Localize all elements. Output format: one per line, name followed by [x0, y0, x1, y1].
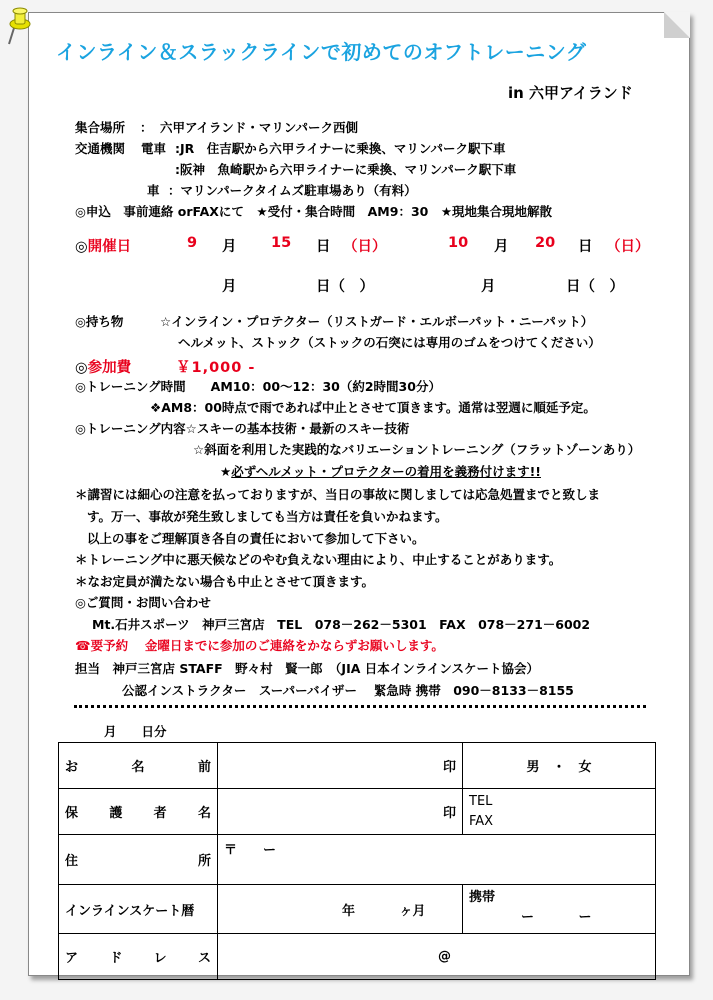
staff-line: 担当 神戸三宮店 STAFF 野々村 賢一郎 （JIA 日本インラインスケート協会） — [75, 661, 539, 676]
meeting-place: 六甲アイランド・マリンパーク西側 — [160, 120, 359, 135]
rain-notice: ❖AM8：00時点で雨であれば中止とさせて頂きます。通常は翌週に順延予定。 — [150, 400, 596, 415]
gender-options: 男 ・ 女 — [526, 760, 592, 775]
dates-row — [75, 235, 131, 256]
history-field[interactable] — [218, 885, 463, 934]
name-field[interactable] — [218, 743, 463, 789]
apply-info: ◎申込 事前連絡 orFAXにて ★受付・集合時間 AM9：30 ★現地集合現地解散 — [75, 204, 553, 219]
guardian-field[interactable] — [218, 789, 463, 835]
date1-weekday: （日） — [343, 239, 387, 255]
tel-label: TEL — [469, 793, 493, 809]
page-fold-corner — [664, 12, 690, 38]
helmet-warning — [220, 464, 541, 480]
email-label: ア ド レ ス — [65, 951, 211, 966]
email-field[interactable] — [218, 934, 656, 980]
cut-line-divider — [74, 705, 646, 708]
note-2: ＊トレーニング中に悪天候などのやむ負えない理由により、中止することがあります。 — [75, 552, 562, 567]
dates-mark: ◎ — [75, 239, 88, 255]
email-at-sign: @ — [438, 949, 451, 964]
reservation-notice: ☎要予約 金曜日までに参加のご連絡をかならずお願いします。 — [75, 638, 444, 653]
date2-month-unit: 月 — [494, 239, 509, 255]
date1-day: 15 — [271, 235, 292, 251]
form-row-guardian — [59, 789, 656, 835]
postal-mark: 〒 ー — [224, 843, 277, 858]
date1-day-unit: 日 — [316, 239, 331, 255]
guardian-label: 保 護 者 名 — [65, 806, 211, 821]
flyer-title: インライン＆スラックラインで初めてのオフトレーニング — [56, 40, 587, 64]
transport-jr: :JR 住吉駅から六甲ライナーに乗換、マリンパーク駅下車 — [175, 141, 506, 156]
history-months: ヶ月 — [399, 903, 426, 919]
mobile-field[interactable] — [463, 885, 656, 934]
warning-star-icon: ★ — [220, 464, 232, 479]
transport-train-label: 電車 — [141, 141, 167, 156]
items-label: ◎持ち物 — [75, 314, 124, 329]
form-row-name — [59, 743, 656, 789]
name-label-cell — [59, 743, 218, 789]
application-form — [58, 742, 656, 980]
name-seal: 印 — [442, 760, 456, 775]
form-row-address — [59, 835, 656, 885]
name-label: お 名 前 — [65, 760, 211, 775]
fax-label: FAX — [469, 813, 494, 829]
mobile-dash-2: ー — [578, 910, 592, 925]
mobile-label: 携帯 — [469, 890, 496, 905]
note-3: ＊なお定員が満たない場合も中止とさせて頂きます。 — [75, 574, 375, 589]
date2-day-unit: 日 — [578, 239, 593, 255]
email-label-cell — [59, 934, 218, 980]
dates-label: 開催日 — [87, 239, 132, 255]
form-row-email — [59, 934, 656, 980]
note-1a: ＊講習には細心の注意を払っておりますが、当日の事故に関しましては応急処置までと致しま — [75, 487, 601, 502]
venue-subtitle: in 六甲アイランド — [508, 84, 633, 102]
form-row-history — [59, 885, 656, 934]
mobile-dash-1: ー — [521, 910, 535, 925]
transport-hanshin: :阪神 魚崎駅から六甲ライナーに乗換、マリンパーク駅下車 — [175, 162, 517, 177]
contact-label: ◎ご質問・お問い合わせ — [75, 595, 211, 610]
helmet-warning-text: 必ずヘルメット・プロテクターの着用を義務付けます!! — [231, 464, 541, 479]
address-label-cell — [59, 835, 218, 885]
meeting-sep: ： — [140, 120, 153, 135]
items-line2: ヘルメット、ストック（ストックの石突には専用のゴムをつけてください） — [178, 335, 601, 350]
date4-month-unit: 月 — [481, 279, 496, 295]
date4-day-unit: 日（ ） — [566, 279, 624, 295]
gender-field[interactable] — [463, 743, 656, 789]
guardian-seal: 印 — [442, 806, 456, 821]
transport-car: ：マリンパークタイムズ駐車場あり（有料） — [168, 183, 417, 198]
date2-month: 10 — [448, 235, 469, 251]
date2-weekday: （日） — [606, 239, 650, 255]
history-years: 年 — [342, 903, 356, 919]
training-time: ◎トレーニング時間 AM10：00～12：30（約2時間30分） — [75, 379, 441, 394]
transport-car-label: 車 — [147, 183, 160, 198]
mobile-dashes — [469, 908, 649, 928]
content-line2: ☆斜面を利用した実践的なバリエーショントレーニング（フラットゾーンあり） — [193, 442, 641, 457]
fee-label: 参加費 — [87, 360, 132, 376]
contact-shop: Mt.石井スポーツ 神戸三宮店 TEL 078－262－5301 FAX 078－271－6002 — [92, 617, 591, 632]
note-1b: す。万一、事故が発生致しましても当方は責任を負いかねます。 — [87, 509, 448, 524]
guardian-label-cell — [59, 789, 218, 835]
history-label: インラインスケート暦 — [59, 885, 218, 934]
instructor-line: 公認インストラクター スーパーバイザー 緊急時 携帯 090－8133－8155 — [122, 683, 574, 698]
date1-month-unit: 月 — [222, 239, 237, 255]
fee-mark: ◎ — [75, 360, 88, 376]
pushpin-icon — [6, 6, 32, 46]
date1-month: 9 — [187, 235, 198, 251]
date3-day-unit: 日（ ） — [316, 279, 374, 295]
transport-label: 交通機関 — [75, 141, 126, 156]
fee-row — [75, 356, 131, 377]
note-1c: 以上の事をご理解頂き各自の責任において参加して下さい。 — [87, 531, 425, 546]
meeting-label: 集合場所 — [75, 120, 126, 135]
content-line1: ◎トレーニング内容☆スキーの基本技術・最新のスキー技術 — [75, 421, 410, 436]
date2-day: 20 — [535, 235, 556, 251]
address-field[interactable] — [218, 835, 656, 885]
date3-month-unit: 月 — [222, 279, 237, 295]
address-label: 住 所 — [65, 854, 211, 869]
form-date-label: 月 日分 — [104, 724, 167, 739]
items-line1: ☆インライン・プロテクター（リストガード・エルボーパット・ニーパット） — [160, 314, 594, 329]
fee-value: ￥1,000 - — [176, 360, 256, 376]
tel-fax-field[interactable] — [463, 789, 656, 835]
